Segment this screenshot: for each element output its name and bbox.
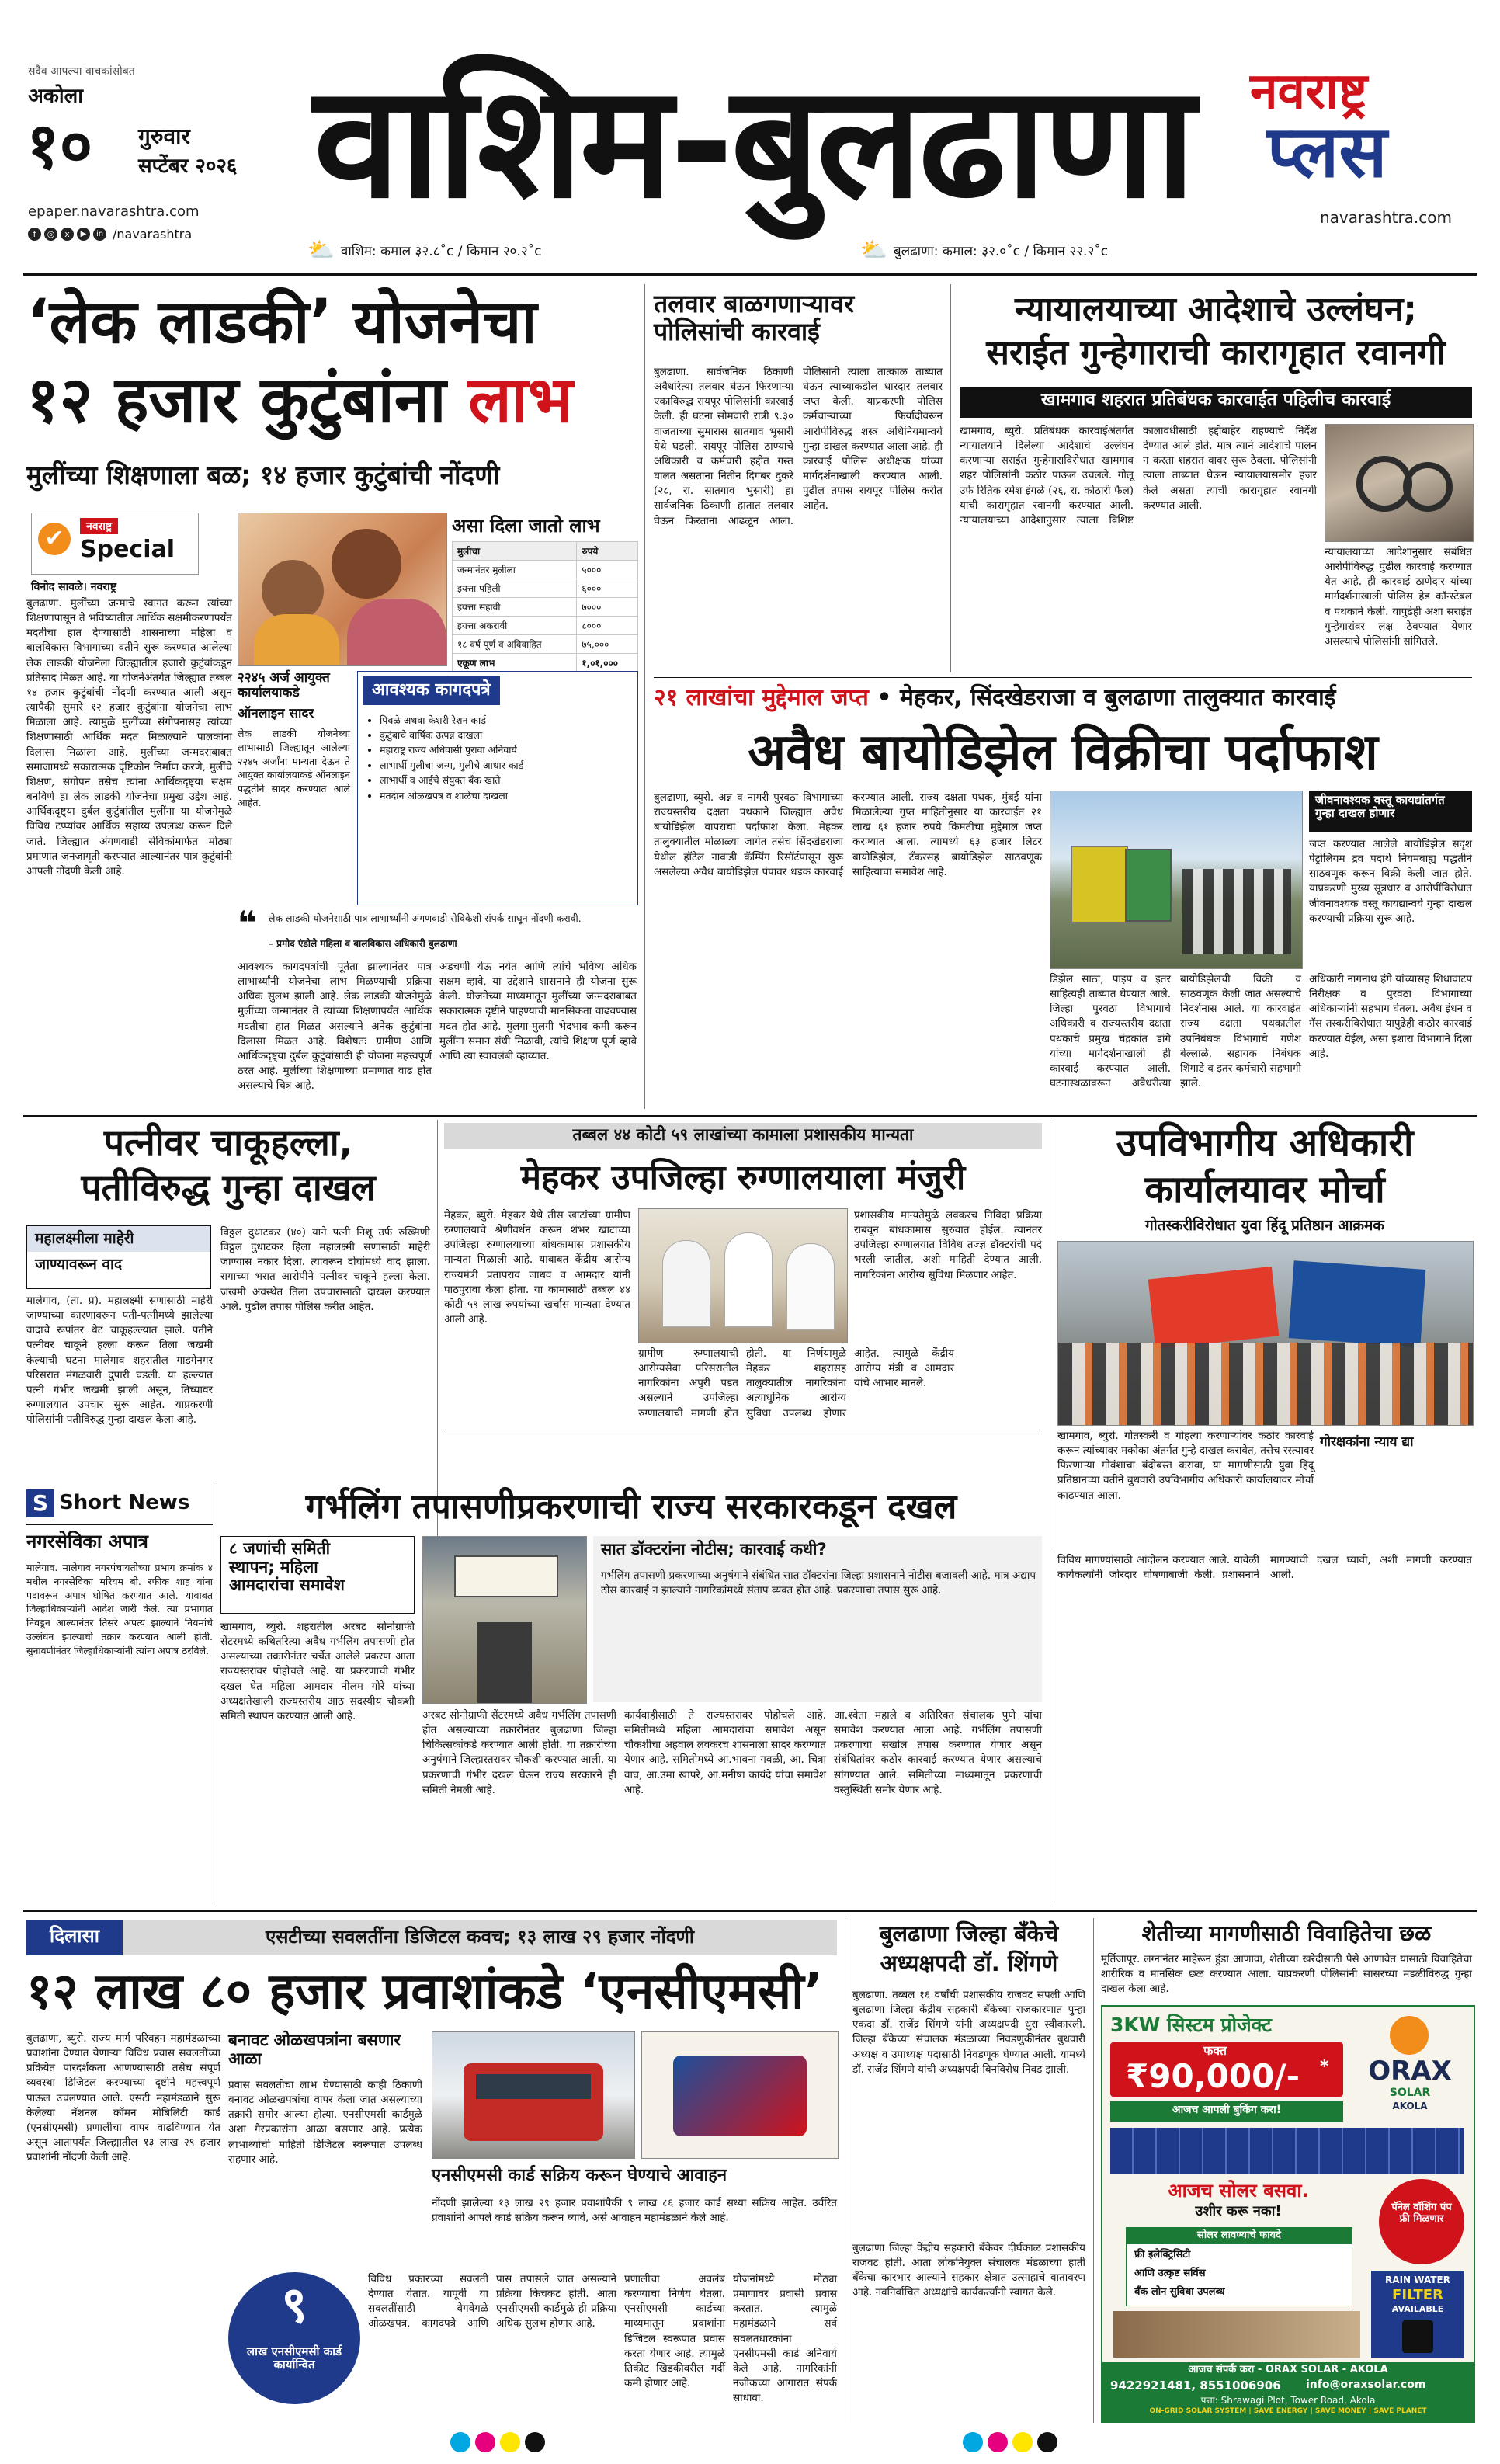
fake-body: प्रवास सवलतीचा लाभ घेण्यासाठी काही ठिकाणी बनावट ओळखपत्रांचा वापर केला जात असल्याच्या तक्रारी समोर आल्या होत्या. एनसीएमसी कार्डमुळे अशा गैरप्रकारांना आळा बसणार आहे. प्रत्येक लाभार्थ्याची माहिती डिजिटल स्वरूपात उपलब्ध राहणार आहे. xyxy=(228,2079,422,2166)
facebook-icon[interactable]: f xyxy=(28,228,41,241)
masthead xyxy=(0,0,1500,264)
ad-filter-2: FILTER xyxy=(1392,2287,1443,2303)
person-figure xyxy=(786,1243,835,1330)
table-cell: ७५,००० xyxy=(577,634,638,653)
photo-figure-mother xyxy=(332,529,401,599)
ad-brand-city: AKOLA xyxy=(1392,2101,1428,2111)
ad-filter-box xyxy=(1371,2271,1464,2358)
table-cell: इयत्ता अकरावी xyxy=(453,616,577,634)
registration-mark-yellow xyxy=(1012,2432,1033,2452)
biodiesel-kicker-red: २१ लाखांचा मुद्देमाल जप्त xyxy=(654,684,869,711)
ad-price-box xyxy=(1110,2042,1343,2097)
lead-quote-by: – प्रमोद एंडोले महिला व बालविकास अधिकारी बुलढाणा xyxy=(269,938,457,949)
masthead-city: अकोला xyxy=(28,85,83,108)
chaku-body: मालेगाव, (ता. प्र). महालक्ष्मी सणासाठी माहेरी जाण्याच्या कारणावरून पती-पत्नीमध्ये झालेल्या वादाचे रूपांतर थेट चाकूहल्ल्यात झाले. पतीने पत्नीवर चाकूने हल्ला करून तिला जखमी केल्याची घटना मालेगाव शहरातील गाडगेनगर परिसरात मंगळवारी दुपारी घडली. या हल्ल्यात पत्नी गंभीर जखमी झाली असून, तिच्यावर रुग्णालयात उपचार सुरू आहेत. याप्रकरणी पोलिसांनी पतीविरुद्ध गुन्हा दाखल केला आहे. xyxy=(26,1295,213,1427)
ad-mid-2: उशीर करू नका! xyxy=(1195,2203,1282,2219)
garbhling-body-5: विविध मागण्यांसाठी आंदोलन करण्यात आले. यावेळी कार्यकर्त्यांनी जोरदार घोषणाबाजी केली. प्रशासनाने मागण्यांची दखल घ्यावी, अशी मागणी करण्यात आली. xyxy=(1057,1554,1472,1582)
masthead-website[interactable]: epaper.navarashtra.com xyxy=(28,203,200,220)
chaku-sub-1: महालक्ष्मीला माहेरी xyxy=(27,1226,210,1252)
table-row xyxy=(453,653,638,672)
online-body: लेक लाडकी योजनेच्या लाभासाठी जिल्ह्यातून आलेल्या २२४५ अर्जांना मान्यता देऊन ते आयुक्त कार्यालयाकडे ऑनलाइन पद्धतीने सादर करण्यात आले आहेत. xyxy=(238,728,350,808)
weather-right xyxy=(860,239,1108,261)
benefit-table xyxy=(452,541,638,672)
garbhling-body-4: आ.श्वेता महाले व अतिरिक्त संचालक पुणे यांचा समावेश करण्यात आला आहे. गर्भलिंग तपासणी प्रकरणाचा सखोल तपास करण्यात येणार असून संबंधितांवर कठोर कारवाई करण्यात येणार असल्याचे सांगण्यात आले. समितीच्या माध्यमातून प्रकरणाची वस्तुस्थिती समोर येणार आहे. xyxy=(834,1709,1042,1796)
lead-quote-box xyxy=(238,904,637,954)
biodiesel-side-head: जीवनावश्यक वस्तू कायद्यांतर्गत गुन्हा दाखल होणार xyxy=(1315,793,1445,820)
nyay-subhead-bar xyxy=(960,387,1472,418)
bank-body-2: बुलढाणा जिल्हा केंद्रीय सहकारी बँकेवर दीर्घकाळ प्रशासकीय राजवट होती. आता लोकनियुक्त संचालक मंडळाच्या हाती बँकेचा कारभार आल्याने सहकार क्षेत्रात उत्साहाचे वातावरण आहे. नवनिर्वाचित अध्यक्षांचे कार्यकर्त्यांनी स्वागत केले. xyxy=(852,2242,1085,2299)
chaku-headline-2: पतीविरुद्ध गुन्हा दाखल xyxy=(81,1166,376,1208)
ad-benefits-box xyxy=(1126,2227,1352,2306)
table-cell: इयत्ता सहावी xyxy=(453,597,577,616)
shortnews-headline: नगरसेविका अपात्र xyxy=(26,1531,148,1552)
registration-mark-magenta xyxy=(475,2432,495,2452)
lead-subhead: मुलींच्या शिक्षणाला बळ; १४ हजार कुटुंबांची नोंदणी xyxy=(26,460,500,490)
masthead-date-num: १० xyxy=(26,109,93,183)
lead-headline-2b: लाभ xyxy=(468,363,573,437)
person-group xyxy=(1182,869,1291,954)
nyay-body: खामगाव, ब्युरो. प्रतिबंधक कारवाईअंतर्गत न्यायालयाने दिलेल्या आदेशाचे उल्लंघन करणाऱ्या सराईत गुन्हेगाराविरोधात खामगाव शहर पोलिसांनी कठोर पाऊल उचलले. गोलू उर्फ रितिक रमेश इंगळे (२६, रा. कोठारी फैल) याची कारागृहात रवानगी करण्यात आली. न्यायालयाच्या आदेशानुसार त्याला विशिष्ट कालावधीसाठी हद्दीबाहेर राहण्याचे निर्देश देण्यात आले होते. मात्र त्याने आदेशाचे पालन न करता शहरात वावर सुरू ठेवला. पोलिसांनी त्याला ताब्यात घेऊन न्यायालयासमोर हजर केले असता त्याची कारागृहात रवानगी करण्यात आली. xyxy=(960,425,1317,527)
list-item: • कुटुंबाचे वार्षिक उत्पन्न दाखला xyxy=(380,728,630,742)
ad-top: 3KW सिस्टम प्रोजेक्ट xyxy=(1110,2014,1272,2036)
special-badge xyxy=(31,513,199,575)
garbhling-headline: गर्भलिंग तपासणीप्रकरणाची राज्य सरकारकडून दखल xyxy=(305,1487,957,1527)
social-handle: /navarashtra xyxy=(113,227,193,242)
pending-head: २२४५ अर्ज आयुक्त कार्यालयाकडे xyxy=(238,670,330,701)
list-item: • लाभार्थी मुलीचा जन्म, मुलीचे आधार कार्ड xyxy=(380,758,630,773)
talwar-headline: तलवार बाळगणाऱ्यावर पोलिसांची कारवाई xyxy=(654,289,855,346)
ncmc-card-photo xyxy=(641,2031,839,2159)
sonography-center-photo xyxy=(422,1536,587,1704)
garbhling-sub-1: ८ जणांची समिती xyxy=(229,1539,331,1558)
ad-benefit-item: बँक लोन सुविधा उपलब्ध xyxy=(1134,2285,1225,2298)
lead-quote: लेक लाडकी योजनेसाठी पात्र लाभार्थ्यांनी अंगणवाडी सेविकेशी संपर्क साधून नोंदणी करावी. xyxy=(269,912,582,924)
chaku-body-2: विठ्ठल दुधाटकर (४०) याने पत्नी निशू उर्फ रुख्मिणी विठ्ठल दुधाटकर हिला महालक्ष्मी सणासाठी माहेरी जाण्यास नकार दिला. त्यावरून दोघांमध्ये वाद झाला. रागाच्या भरात आरोपीने पत्नीवर चाकूने हल्ला केला. जखमी अवस्थेत तिला उपचारासाठी दाखल करण्यात आले. पुढील तपास पोलिस करीत आहेत. xyxy=(220,1226,430,1313)
tanker-shape xyxy=(1125,849,1172,922)
special-tag: नवराष्ट्र xyxy=(80,518,118,534)
chaku-headline-1: पत्नीवर चाकूहल्ला, xyxy=(103,1121,353,1163)
notice-body: गर्भलिंग तपासणी प्रकरणाच्या अनुषंगाने संबंधित सात डॉक्टरांना जिल्हा प्रशासनाने नोटीस बजावली आहे. मात्र अद्याप ठोस कारवाई न झाल्याने नागरिकांमध्ये संताप व्यक्त होत आहे. प्रकरणाचा तपास सुरू आहे. xyxy=(601,1569,1036,1597)
table-cell: ६००० xyxy=(577,579,638,597)
ncmc-kicker-bar xyxy=(123,1920,837,1955)
chaku-sub-box xyxy=(26,1225,211,1289)
handcuff-icon xyxy=(1403,462,1453,512)
crowd-shape xyxy=(1058,1343,1473,1425)
ncmc-body: बुलढाणा, ब्युरो. राज्य मार्ग परिवहन महामंडळाच्या प्रवाशांना देण्यात येणाऱ्या विविध प्रवास सवलतींच्या प्रक्रियेत पारदर्शकता आणण्यासाठी तसेच संपूर्ण व्यवस्था डिजिटल करण्याच्या दृष्टीने महत्त्वपूर्ण पाऊल उचलण्यात आले. एसटी महामंडळाने सुरू केलेल्या नॅशनल कॉमन मोबिलिटी कार्ड (एनसीएमसी) प्रणालीचा वापर वाढविण्यात येत असून आतापर्यंत जिल्ह्यातील १३ लाख २९ हजार प्रवाशांनी नोंदणी केली आहे. xyxy=(26,2032,220,2164)
lead-headline-1: ‘लेक लाडकी’ योजनेचा xyxy=(26,287,537,357)
brand-site[interactable]: navarashtra.com xyxy=(1320,208,1452,227)
registration-mark-cyan xyxy=(450,2432,470,2452)
biodiesel-side-body: जप्त करण्यात आलेले बायोडिझेल सदृश पेट्रोलियम द्रव पदार्थ नियमबाह्य पद्धतीने साठवणूक करून विक्री केली जात होते. याप्रकरणी मुख्य सूत्रधार व आरोपींविरोधात जीवनावश्यक वस्तू कायद्यान्वये गुन्हा दाखल करण्याची प्रक्रिया सुरू आहे. xyxy=(1309,838,1472,925)
section-rule xyxy=(654,677,1472,678)
ad-badge xyxy=(1379,2179,1464,2264)
bank-headline-2: अध्यक्षपदी डॉ. शिंगणे xyxy=(880,1950,1058,1976)
masthead-rule xyxy=(23,273,1477,276)
list-item: • लाभार्थी व आईचे संयुक्त बँक खाते xyxy=(380,773,630,787)
online-head: ऑनलाइन सादर xyxy=(238,706,314,721)
table-row xyxy=(453,579,638,597)
mehkar-kicker: तब्बल ४४ कोटी ५९ लाखांच्या कामाला प्रशासकीय मान्यता xyxy=(572,1125,914,1144)
ncmc-headline: १२ लाख ८० हजार प्रवाशांकडे ‘एनसीएमसी’ xyxy=(26,1963,824,2021)
masthead-month-year: सप्टेंबर २०२६ xyxy=(138,155,238,178)
masthead-tagline: सदैव आपल्या वाचकांसोबत xyxy=(28,65,135,78)
mehkar-body-3: प्रशासकीय मान्यतेमुळे लवकरच निविदा प्रक्रिया राबवून बांधकामास सुरुवात होईल. त्यानंतर उपजिल्हा रुग्णालयात विविध तज्ज्ञ डॉक्टरांची पदे भरली जातील, अशी माहिती देण्यात आली. नागरिकांना आरोग्य सुविधा मिळणार आहेत. xyxy=(854,1209,1042,1281)
house-graphic xyxy=(1113,2311,1360,2358)
orax-logo xyxy=(1356,2016,1464,2117)
weather-right-text: बुलढाणा: कमाल: ३२.०˚c / किमान २२.२˚c xyxy=(893,243,1109,259)
weather-icon: ⛅ xyxy=(860,237,887,262)
ncmc-label: दिलासा xyxy=(50,1925,99,1947)
bus-window xyxy=(476,2074,591,2099)
lead-body: बुलढाणा. मुलींच्या जन्माचे स्वागत करून त्यांच्या शिक्षणापासून ते भविष्यातील आर्थिक सक्षमीकरणापर्यंत मदतीचा हात देण्यासाठी शासनाच्या महिला व बालविकास विभागाच्या वतीने सुरू करण्यात आलेल्या लेक लाडकी योजनेला जिल्ह्यातील हजारो कुटुंबांकडून प्रतिसाद मिळत आहे. या योजनेअंतर्गत जिल्ह्यात तब्बल १४ हजार कुटुंबांची नोंदणी करण्यात आली असून त्यापैकी सुमारे १२ हजार कुटुंबांना योजनेचा लाभ मिळाला आहे. त्यामुळे मुलींच्या संगोपनासह त्यांच्या शिक्षणासाठी आर्थिक मदत मिळाल्याने पालकांना दिलासा मिळाला आहे. मुलींच्या जन्मदराबाबत समाजामध्ये सकारात्मक दृष्टिकोन निर्माण करणे, मुलींचे शिक्षण, संगोपन तसेच त्यांना आर्थिकदृष्ट्या सक्षम बनविणे हा लेक लाडकी योजनेचा प्रमुख उद्देश आहे. आर्थिकदृष्ट्या दुर्बल कुटुंबांतील मुलींना या योजनेमुळे विविध टप्प्यांवर आर्थिक सहाय्य उपलब्ध करून दिले जाते. जिल्ह्यात अंगणवाडी सेविकांमार्फत मोठ्या प्रमाणात जनजागृती करण्यात आल्यानंतर पात्र कुटुंबांनी आपली नोंदणी केली आहे. xyxy=(26,597,232,878)
biodiesel-body-2: डिझेल साठा, पाइप व इतर साहित्यही ताब्यात घेण्यात आले. जिल्हा पुरवठा विभागाचे अधिकारी व राज्यस्तरीय दक्षता पथकाचे प्रमुख चंद्रकांत डांगे यांच्या मार्गदर्शनाखाली ही कारवाई करण्यात आली. घटनास्थळावरून अवैधरीत्या बायोडिझेलची विक्री व साठवणूक केली जात असल्याचे निदर्शनास आले. या कारवाईत राज्य दक्षता पथकातील उपनिबंधक विभागाचे गणेश बेल्लाळे, सहायक निबंधक शिंगाडे व इतर कर्मचारी सहभागी झाले. xyxy=(1050,973,1301,1090)
registration-mark-magenta xyxy=(988,2432,1008,2452)
garbhling-sub-2: स्थापन; महिला xyxy=(229,1557,318,1576)
mother-daughter-photo xyxy=(238,513,447,666)
notice-box xyxy=(593,1536,1042,1702)
biodiesel-body: बुलढाणा, ब्युरो. अन्न व नागरी पुरवठा विभागाच्या राज्यस्तरीय दक्षता पथकाने जिल्ह्यात अवैध बायोडिझेल वापराचा पर्दाफाश केला. मेहकर तालुक्यातील मोळाळ्या जागेत तसेच सिंदखेडराजा येथील हॉटेल नावाडी कॅम्पिंग रिसॉर्टपासून सुरू असलेल्या अवैध बायोडिझेल पंपावर धडक कारवाई करण्यात आली. राज्य दक्षता पथक, मुंबई यांना मिळालेल्या गुप्त माहितीनुसार या कारवाईत २१ लाख ६१ हजार रुपये किमतीचा मुद्देमाल जप्त करण्यात आला. त्यामध्ये ६३ हजार लिटर बायोडिझेल, टँकरसह बायोडिझेल साठवणूक साहित्याचा समावेश आहे. xyxy=(654,791,1042,878)
ad-booking: आजच आपली बुकिंग करा! xyxy=(1172,2104,1282,2116)
ad-price: ₹90,000/- xyxy=(1126,2057,1300,2095)
person-figure xyxy=(662,1240,710,1327)
talwar-body: बुलढाणा. सार्वजनिक ठिकाणी अवैधरित्या तलवार घेऊन फिरणाऱ्या एकाविरुद्ध रायपूर पोलिसांनी कारवाई केली. ही घटना सोमवारी रात्री ९.३० वाजताच्या सुमारास सातगाव भुसारी येथे घडली. रायपूर पोलिस ठाण्याचे अधिकारी व कर्मचारी हद्दीत गस्त घालत असताना नितीन दिगंबर दुकरे (२८, रा. सातगाव भुसारी) हा सार्वजनिक ठिकाणी हातात तलवार घेऊन फिरताना आढळून आला. पोलिसांनी त्याला तात्काळ ताब्यात घेऊन त्याच्याकडील धारदार तलवार जप्त केली. याप्रकरणी पोलिस कर्मचाऱ्याच्या फिर्यादीवरून आरोपीविरुद्ध शस्त्र अधिनियमान्वये गुन्हा दाखल करण्यात आला आहे. ही कारवाई पोलिस अधीक्षक यांच्या मार्गदर्शनाखाली करण्यात आली. पुढील तपास रायपूर पोलिस करीत आहेत. xyxy=(654,366,943,527)
youtube-icon[interactable]: ▶ xyxy=(77,228,90,241)
lead-headline-2a: १२ हजार कुटुंबांना xyxy=(26,363,469,437)
ad-phone[interactable]: 9422921481, 8551006906 xyxy=(1110,2379,1281,2393)
section-rule xyxy=(23,1115,1477,1117)
ad-price-suffix: * xyxy=(1320,2057,1329,2077)
mehkar-meeting-photo xyxy=(638,1208,848,1343)
ad-booking-bar[interactable] xyxy=(1110,2101,1343,2122)
list-item: • महाराष्ट्र राज्य अधिवासी पुरावा अनिवार्य xyxy=(380,742,630,757)
nyay-subhead: खामगाव शहरात प्रतिबंधक कारवाईत पहिलीच कारवाई xyxy=(1040,390,1391,410)
registration-mark-black xyxy=(1037,2432,1057,2452)
registration-mark-black xyxy=(525,2432,545,2452)
ad-filter-1: RAIN WATER xyxy=(1385,2275,1450,2285)
benefit-table-title: असा दिला जातो लाभ xyxy=(452,515,600,537)
column-rule xyxy=(644,284,645,1109)
ad-contact-head: आजच संपर्क करा - ORAX SOLAR - AKOLA xyxy=(1188,2364,1388,2375)
chaku-sub-2: जाण्यावरून वाद xyxy=(35,1256,123,1274)
special-label: Special xyxy=(80,536,175,563)
garbhling-body: खामगाव, ब्युरो. शहरातील अरबट सोनोग्राफी सेंटरमध्ये कथितरित्या अवैध गर्भलिंग तपासणी होत असल्याच्या तक्रारीनंतर चर्चेत आलेले प्रकरण आता राज्यस्तरावर पोहोचले आहे. या प्रकरणाची गंभीर दखल घेत महिला आमदार नीलम गोरे यांच्या अध्यक्षतेखाली राज्यस्तरीय आठ सदस्यीय चौकशी समिती स्थापन करण्यात आली आहे. xyxy=(220,1621,415,1722)
check-icon: ✔ xyxy=(38,523,71,555)
morcha-caption: गोरक्षकांना न्याय द्या xyxy=(1320,1434,1414,1450)
morcha-body: खामगाव, ब्युरो. गोतस्करी व गोहत्या करणाऱ्यांवर कठोर कारवाई करून त्यांच्यावर मकोका अंतर्गत गुन्हे दाखल करावेत, तसेच रस्त्यावर फिरणाऱ्या गोवंशाचा बंदोबस्त करावा, या मागणीसाठी युवा हिंदू प्रतिष्ठानच्या वतीने बुधवारी उपविभागीय अधिकारी कार्यालयावर मोर्चा काढण्यात आला. xyxy=(1057,1430,1314,1502)
ncmc-kicker: एसटीच्या सवलतींना डिजिटल कवच; १३ लाख २९ हजार नोंदणी xyxy=(265,1926,695,1948)
table-cell: ५००० xyxy=(577,560,638,579)
handcuff-photo xyxy=(1325,424,1474,542)
biodiesel-side-body-2: अधिकारी नागनाथ हंगे यांच्यासह शिधावाटप निरीक्षक व पुरवठा विभागाच्या अधिकाऱ्यांनी सहभाग घेतला. अवैध इंधन व गॅस तस्करीविरोधात यापुढेही कठोर कारवाई करण्यात येईल, असा इशारा विभागाने दिला आहे. xyxy=(1309,973,1472,1060)
instagram-icon[interactable]: ◎ xyxy=(44,228,57,241)
section-rule xyxy=(26,1524,213,1525)
garbhling-sub-box xyxy=(220,1536,415,1614)
table-cell: ८००० xyxy=(577,616,638,634)
ad-brand-sub: SOLAR xyxy=(1389,2087,1431,2099)
ad-mid-1: आजच सोलर बसवा. xyxy=(1168,2180,1309,2202)
ncmc-circle-num: ९ xyxy=(281,2277,307,2334)
biodiesel-side-head-bar xyxy=(1309,791,1472,832)
bank-headline-1: बुलढाणा जिल्हा बँकेचे xyxy=(879,1920,1059,1947)
ad-email[interactable]: info@oraxsolar.com xyxy=(1306,2379,1426,2391)
protest-banner xyxy=(1148,1267,1280,1349)
ncmc-body-2: विविध प्रकारच्या सवलती देण्यात येतात. यापूर्वी या सवलतींसाठी वेगवेगळे ओळखपत्र, कागदपत्रे आणि पास तपासले जात असल्याने प्रक्रिया किचकट होती. आता एनसीएमसी कार्डमुळे ही प्रक्रिया अधिक सुलभ होणार आहे. xyxy=(368,2273,616,2330)
mehkar-kicker-bar xyxy=(444,1123,1042,1149)
ad-filter-3: AVAILABLE xyxy=(1391,2304,1444,2314)
notice-head: सात डॉक्टरांना नोटीस; कारवाई कधी? xyxy=(601,1540,827,1559)
mehkar-body-2: ग्रामीण रुग्णालयाची आरोग्यसेवा परिसरातील नागरिकांना अपुरी पडत असल्याने उपजिल्हा रुग्णालयाची मागणी होत होती. या निर्णयामुळे मेहकर शहरासह तालुक्यातील नागरिकांना अत्याधुनिक आरोग्य सुविधा उपलब्ध होणार आहेत. त्यामुळे केंद्रीय आरोग्य मंत्री व आमदार यांचे आभार मानले. xyxy=(638,1347,954,1420)
ncmc-circle xyxy=(228,2272,360,2404)
morcha-protest-photo xyxy=(1057,1241,1474,1426)
table-cell: जन्मानंतर मुलीला xyxy=(453,560,577,579)
lead-body-3: अडचणी येऊ नयेत आणि त्यांचे भविष्य अधिक सक्षम व्हावे, या उद्देशाने शासनाने ही योजना सुरू केली. योजनेच्या माध्यमातून मुलींच्या जन्मदराबाबत सकारात्मक दृष्टीने पाहण्याची मानसिकता वाढवण्यास मदत होत आहे. मुलगा-मुलगी भेदभाव कमी करून मुलींना समान संधी मिळावी, त्यांचे शिक्षण पूर्ण व्हावे आणि त्या स्वावलंबी व्हाव्यात. xyxy=(439,961,637,1062)
x-icon[interactable]: x xyxy=(61,228,74,241)
linkedin-icon[interactable]: in xyxy=(93,228,106,241)
morcha-headline-2: कार्यालयावर मोर्चा xyxy=(1144,1168,1385,1211)
biodiesel-raid-photo xyxy=(1050,791,1303,969)
docs-box xyxy=(357,671,638,905)
mehkar-headline: मेहकर उपजिल्हा रुग्णालयाला मंजुरी xyxy=(520,1158,966,1197)
table-cell: १८ वर्ष पूर्ण व अविवाहित xyxy=(453,634,577,653)
ncmc-body-3: प्रणालीचा अवलंब करण्याचा निर्णय घेतला. एनसीएमसी कार्डच्या माध्यमातून प्रवाशांना डिजिटल स्वरूपात प्रवास करता येणार आहे. त्यामुळे तिकीट खिडकीवरील गर्दी कमी होणार आहे. xyxy=(624,2273,725,2390)
door-shape xyxy=(477,1622,532,1703)
biodiesel-headline: अवैध बायोडिझेल विक्रीचा पर्दाफाश xyxy=(748,724,1378,781)
docs-list xyxy=(366,713,630,803)
benefit-table-box xyxy=(452,516,638,672)
morcha-headline-1: उपविभागीय अधिकारी xyxy=(1116,1121,1414,1165)
list-item: • मतदान ओळखपत्र व शाळेचा दाखला xyxy=(380,788,630,803)
appeal-body: नोंदणी झालेल्या १३ लाख २९ हजार प्रवाशांपैकी ९ लाख ८६ हजार कार्ड सध्या सक्रिय आहेत. उर्वरित प्रवाशांनी आपले कार्ड सक्रिय करून घ्यावे, असे आवाहन महामंडळाने केले आहे. xyxy=(432,2197,837,2225)
ncmc-circle-label: लाख एनसीएमसी कार्ड कार्यान्वित xyxy=(246,2344,342,2372)
masthead-title: वाशिम-बुलढाणा xyxy=(313,52,1193,233)
tanker-shape xyxy=(1071,846,1128,923)
table-row xyxy=(453,616,638,634)
morcha-subhead: गोतस्करीविरोधात युवा हिंदू प्रतिष्ठान आक्रमक xyxy=(1145,1217,1384,1234)
biodiesel-kicker xyxy=(654,685,1335,711)
chhal-headline: शेतीच्या मागणीसाठी विवाहितेचा छळ xyxy=(1141,1920,1432,1946)
column-rule xyxy=(950,284,951,672)
shortnews-label xyxy=(26,1488,213,1519)
nyay-body-2: न्यायालयाच्या आदेशानुसार संबंधित आरोपीविरुद्ध पुढील कारवाई करण्यात येत आहे. ही कारवाई ठाणेदार यांच्या मार्गदर्शनाखाली पोलिस हेड कॉन्स्टेबल व पथकाने केली. यापुढेही अशा सराईत गुन्हेगारांवर लक्ष ठेवण्यात येणार असल्याचे पोलिसांनी सांगितले. xyxy=(1325,546,1472,648)
mehkar-body: मेहकर, ब्युरो. मेहकर येथे तीस खाटांच्या ग्रामीण रुग्णालयाचे श्रेणीवर्धन करून शंभर खाटांच्या उपजिल्हा रुग्णालयाच्या बांधकामास प्रशासकीय मान्यता मिळाली आहे. याबाबत केंद्रीय आरोग्य राज्यमंत्री प्रतापराव जाधव व आमदार यांनी पाठपुरावा केला होता. या कामासाठी तब्बल ४४ कोटी ५९ लाख रुपयांच्या खर्चास मान्यता देण्यात आली आहे. xyxy=(444,1209,630,1326)
section-rule xyxy=(23,1910,1477,1912)
ad-address: पत्ता: Shrawagi Plot, Tower Road, Akola xyxy=(1200,2395,1376,2406)
weather-icon: ⛅ xyxy=(307,237,335,262)
bank-body: बुलढाणा. तब्बल १६ वर्षांची प्रशासकीय राजवट संपली आणि बुलढाणा जिल्हा केंद्रीय सहकारी बँकेच्या राजकारणात पुन्हा एकदा डॉ. राजेंद्र शिंगणे यांनी अध्यक्षपदी धुरा स्वीकारली. जिल्हा बँकेच्या संचालक मंडळाच्या निवडणुकीनंतर बुधवारी अध्यक्ष व उपाध्यक्ष पदासाठी निवडणूक घेण्यात आली. यामध्ये डॉ. राजेंद्र शिंगणे यांची अध्यक्षपदी बिनविरोध निवड झाली. xyxy=(852,1989,1085,2076)
table-cell: एकूण लाभ xyxy=(453,653,577,672)
fake-head: बनावट ओळखपत्रांना बसणार आळा xyxy=(228,2031,401,2068)
protest-banner xyxy=(1289,1260,1426,1347)
photo-mother-dress xyxy=(347,599,446,665)
shortnews-icon: S xyxy=(26,1489,54,1517)
table-header-row xyxy=(453,541,638,560)
ncmc-body-4: योजनांमध्ये मोठ्या प्रमाणावर प्रवासी प्रवास करतात. त्यामुळे महामंडळाने सर्व सवलतधारकांना एनसीएमसी कार्ड अनिवार्य केले आहे. नागरिकांनी नजीकच्या आगारात संपर्क साधावा. xyxy=(733,2273,837,2405)
column-rule xyxy=(1093,1918,1094,2423)
sun-icon xyxy=(1390,2016,1429,2055)
chhal-body: मूर्तिजापूर. लग्नानंतर माहेरून हुंडा आणावा, शेतीच्या खरेदीसाठी पैसे आणावेत यासाठी विवाहितेचा शारीरिक व मानसिक छळ करण्यात आला. याप्रकरणी पोलिसांनी सासरच्या मंडळींविरुद्ध गुन्हा दाखल केला आहे. xyxy=(1101,1953,1472,1996)
table-header-cell: रुपये xyxy=(577,541,638,560)
brand-top: नवराष्ट्र xyxy=(1250,63,1368,120)
ad-only: फक्त xyxy=(1203,2043,1227,2058)
card-shape xyxy=(673,2056,807,2136)
ad-benefit-item: फ्री इलेक्ट्रिसिटी xyxy=(1134,2248,1191,2261)
ad-contact-bar xyxy=(1102,2362,1474,2421)
table-cell: ७००० xyxy=(577,597,638,616)
garbhling-body-2: अरबट सोनोग्राफी सेंटरमध्ये अवैध गर्भलिंग तपासणी होत असल्याच्या तक्रारीनंतर बुलढाणा जिल्हा चिकित्सकांकडे करण्यात आली होती. या तक्रारीच्या अनुषंगाने जिल्हास्तरावर चौकशी करण्यात आली. या प्रकरणाची गंभीर दखल घेऊन राज्य सरकारने ही समिती नेमली आहे. xyxy=(422,1709,616,1796)
garbhling-body-3: कार्यवाहीसाठी ते राज्यस्तरावर पोहोचले आहे. समितीमध्ये महिला आमदारांचा समावेश असून चौकशीचा अहवाल लवकरच शासनाला सादर करण्यात येणार आहे. समितीमध्ये आ.भावना गवळी, आ. चित्रा वाघ, आ.उमा खापरे, आ.मनीषा कायंदे यांचा समावेश आहे. xyxy=(624,1709,826,1796)
social-icons xyxy=(28,227,192,242)
list-item: • पिवळे अथवा केशरी रेशन कार्ड xyxy=(380,713,630,728)
biodiesel-kicker-rest: • मेहकर, सिंदखेडराजा व बुलढाणा तालुक्यात कारवाई xyxy=(877,684,1336,711)
table-row xyxy=(453,597,638,616)
nyay-headline-1: न्यायालयाच्या आदेशाचे उल्लंघन; xyxy=(1015,290,1417,329)
masthead-day: गुरुवार xyxy=(138,123,190,149)
brand-bottom: प्लस xyxy=(1267,110,1387,193)
lead-byline: विनोद सावळे। नवराष्ट्र xyxy=(31,581,116,593)
filter-drum-icon xyxy=(1402,2320,1433,2353)
ad-badge-text: पॅनेल वॉशिंग पंप फ्री मिळणार xyxy=(1391,2202,1452,2225)
shortnews-text: Short News xyxy=(59,1491,190,1515)
photo-figure-child xyxy=(262,560,324,622)
column-rule xyxy=(437,1120,438,1547)
photo-child-dress xyxy=(254,614,339,665)
ad-benefits-head: सोलर लावण्याचे फायदे xyxy=(1127,2228,1352,2244)
lead-headline-2 xyxy=(26,365,573,436)
registration-mark-cyan xyxy=(963,2432,983,2452)
signboard-shape xyxy=(454,1555,558,1597)
garbhling-sub-3: आमदारांचा समावेश xyxy=(229,1576,345,1595)
nyay-headline-2: सराईत गुन्हेगाराची कारागृहात रवानगी xyxy=(986,333,1446,373)
table-header-cell: मुलीचा xyxy=(453,541,577,560)
ad-benefit-item: आणि उत्कृष्ट सर्विस xyxy=(1134,2267,1206,2279)
quote-icon: ❝ xyxy=(238,904,257,942)
table-row xyxy=(453,560,638,579)
table-cell: इयत्ता पहिली xyxy=(453,579,577,597)
weather-left-text: वाशिम: कमाल ३२.८˚c / किमान २०.२˚c xyxy=(340,243,542,259)
ad-footer: ON-GRID SOLAR SYSTEM | SAVE ENERGY | SAVE MONEY | SAVE PLANET xyxy=(1149,2407,1427,2415)
lead-body-2: आवश्यक कागदपत्रांची पूर्तता झाल्यानंतर पात्र लाभार्थ्यांनी योजनेचा लाभ मिळण्याची प्रक्रिया अधिक सुलभ झाली आहे. लेक लाडकी योजनेमुळे मुलींच्या जन्मानंतर ते त्यांच्या शिक्षणापर्यंत आर्थिक मदतीचा हात मिळत असल्याने अनेक कुटुंबांना दिलासा मिळत आहे. विशेषतः ग्रामीण आणि आर्थिकदृष्ट्या दुर्बल कुटुंबांसाठी ही योजना महत्त्वपूर्ण ठरत आहे. मुलींच्या शिक्षणाच्या प्रमाणात वाढ होत असल्याचे चित्र आहे. xyxy=(238,961,432,1093)
appeal-head: एनसीएमसी कार्ड सक्रिय करून घेण्याचे आवाहन xyxy=(432,2166,727,2185)
st-bus-photo xyxy=(432,2031,635,2159)
person-figure xyxy=(724,1232,773,1327)
solar-panel-graphic xyxy=(1110,2128,1464,2174)
weather-left xyxy=(307,239,542,261)
registration-mark-yellow xyxy=(500,2432,520,2452)
ncmc-label-tab xyxy=(26,1920,123,1955)
shortnews-body: मालेगाव. मालेगाव नगरपंचायतीच्या प्रभाग क्रमांक ४ मधील नगरसेविका मरियम बी. रफीक शाह यांना पदावरून अपात्र घोषित करण्यात आले. याबाबत जिल्हाधिकाऱ्यांनी आदेश जारी केले. त्या प्रभागात निवडून आल्यानंतर तिसरे अपत्य झाल्याने नियमांचे उल्लंघन झाल्याची तक्रार करण्यात आली होती. सुनावणीनंतर जिल्हाधिकाऱ्यांनी त्यांना अपात्र ठरविले. xyxy=(26,1562,213,1656)
ad-brand: ORAX xyxy=(1368,2056,1452,2087)
docs-head: आवश्यक कागदपत्रे xyxy=(363,676,500,705)
table-row xyxy=(453,634,638,653)
table-cell: १,०१,००० xyxy=(577,653,638,672)
orax-ad[interactable] xyxy=(1101,2005,1475,2423)
